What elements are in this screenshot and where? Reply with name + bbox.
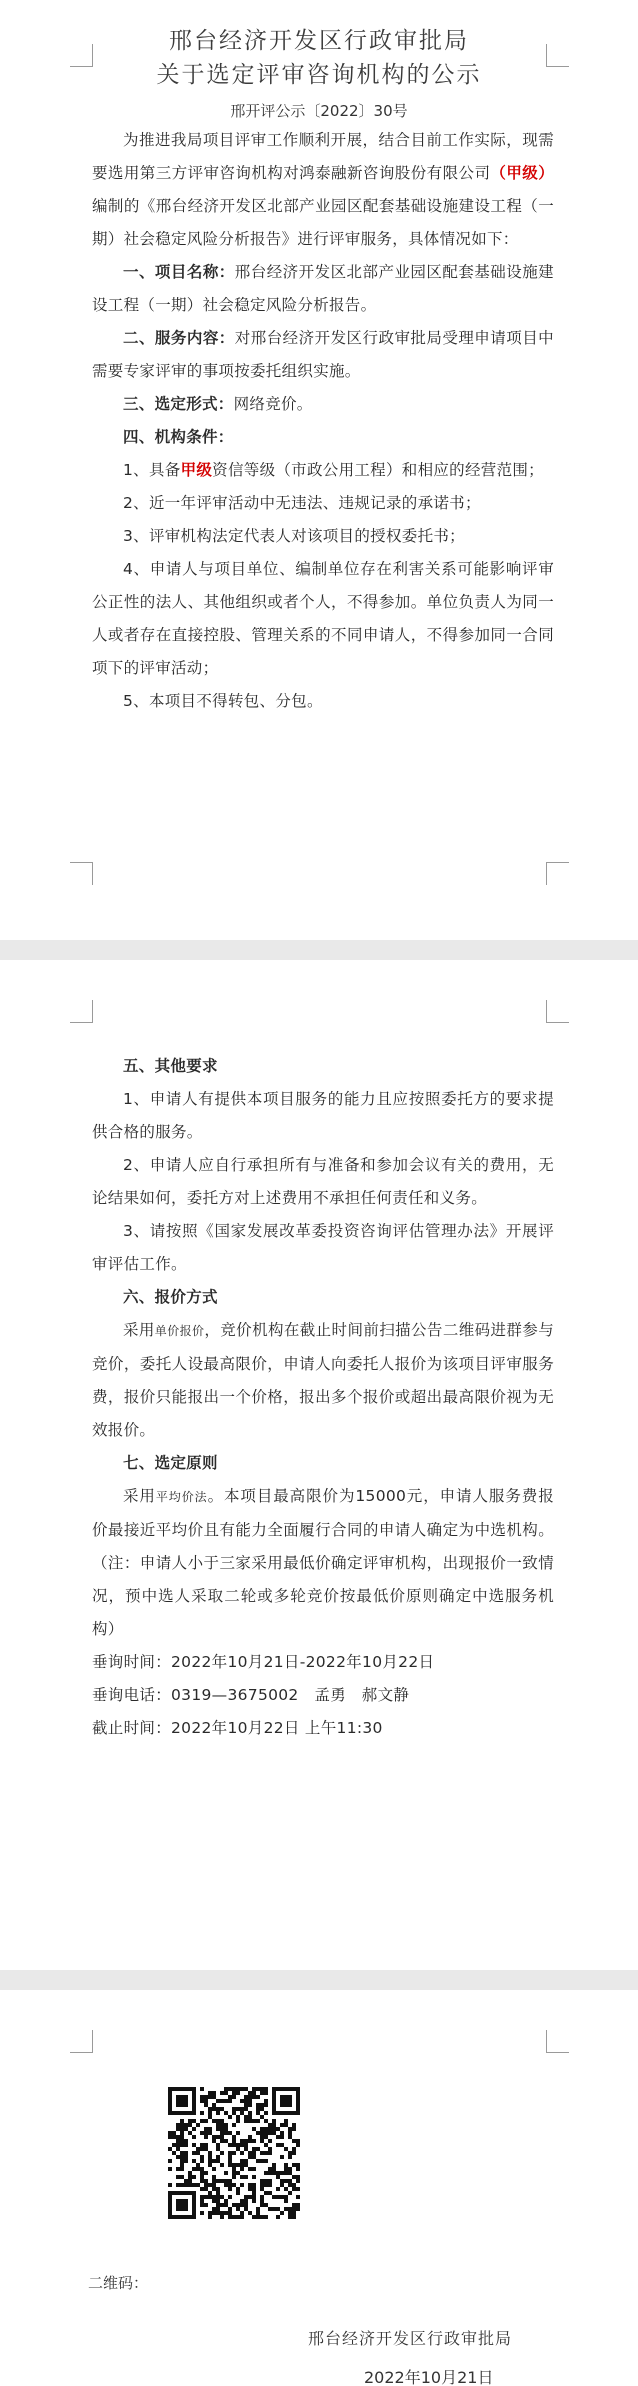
document-title-line1: 邢台经济开发区行政审批局	[169, 28, 469, 54]
contact-period-value: 2022年10月21日-2022年10月22日	[171, 1653, 435, 1671]
condition-2: 2、近一年评审活动中无违法、违规记录的承诺书；	[123, 494, 481, 512]
item5-heading: 五、其他要求	[123, 1057, 218, 1075]
page-corner-mark	[546, 2030, 569, 2053]
item7-heading: 七、选定原则	[123, 1454, 218, 1472]
contact-deadline	[92, 1712, 554, 1745]
document-title-line2: 关于选定评审咨询机构的公示	[156, 62, 482, 88]
contact-persons: 孟勇 郝文静	[314, 1686, 410, 1704]
page1-body	[92, 124, 554, 718]
contact-period-label: 垂询时间：	[92, 1653, 172, 1671]
condition-5: 5、本项目不得转包、分包。	[123, 692, 323, 710]
item1-text: 邢台经济开发区北部产业园区配套基础设施建设工程（一期）社会稳定风险分析报告。	[92, 263, 554, 314]
item3-text: 网络竞价。	[233, 395, 313, 413]
item2-heading: 二、服务内容：	[123, 329, 235, 347]
qr-code-label: 二维码：	[88, 2274, 149, 2292]
item6-paragraph	[92, 1314, 554, 1447]
item4-heading-paragraph	[92, 421, 554, 454]
requirement-1: 1、申请人有提供本项目服务的能力且应按照委托方的要求提供合格的服务。	[92, 1090, 554, 1141]
document-number: 邢开评公示〔2022〕30号	[230, 102, 408, 120]
condition-4: 4、申请人与项目单位、编制单位存在利害关系可能影响评审公正性的法人、其他组织或者个人，不得参加。单位负责人为同一人或者存在直接控股、管理关系的不同申请人，不得参加同一合同项下的评审活动；	[92, 560, 554, 677]
item7-method: 平均价法	[155, 1490, 208, 1504]
contact-deadline-value: 2022年10月22日 上午11:30	[171, 1719, 383, 1737]
item7-heading-paragraph	[92, 1447, 554, 1480]
page-corner-mark	[70, 1000, 93, 1023]
item7-text: 。本项目最高限价为15000元，申请人服务费报价最接近平均价且有能力全面履行合同的申请人确定为中选机构。（注：申请人小于三家采用最低价确定评审机构，出现报价一致情况，预中选人采取二轮或多轮竞价按最低价原则确定中选服务机构）	[92, 1487, 554, 1638]
document-page-2	[0, 960, 638, 1970]
signature-organization: 邢台经济开发区行政审批局	[308, 2329, 513, 2348]
item7-paragraph	[92, 1480, 554, 1646]
item6-heading-paragraph	[92, 1281, 554, 1314]
contact-deadline-label: 截止时间：	[92, 1719, 172, 1737]
condition-1-grade: 甲级	[180, 461, 213, 479]
requirement-2: 2、申请人应自行承担所有与准备和参加会议有关的费用，无论结果如何，委托方对上述费用不承担任何责任和义务。	[92, 1156, 554, 1207]
item2-paragraph	[92, 322, 554, 388]
item6-heading: 六、报价方式	[123, 1288, 218, 1306]
condition-1	[92, 454, 554, 487]
item3-heading: 三、选定形式：	[123, 395, 234, 413]
page-corner-mark	[70, 862, 93, 885]
contact-phone	[92, 1679, 554, 1712]
page-corner-mark	[546, 862, 569, 885]
contact-phone-value: 0319—3675002	[171, 1686, 299, 1704]
page-corner-mark	[546, 1000, 569, 1023]
item1-paragraph	[92, 256, 554, 322]
condition-1-text-a: 1、具备	[123, 461, 181, 479]
item5-heading-paragraph	[92, 1050, 554, 1083]
item6-text: ，竞价机构在截止时间前扫描公告二维码进群参与竞价，委托人设最高限价，申请人向委托人报价为该项目评审服务费，报价只能报出一个价格，报出多个报价或超出最高限价视为无效报价。	[92, 1321, 554, 1439]
item2-text: 对邢台经济开发区行政审批局受理申请项目中需要专家评审的事项按委托组织实施。	[92, 329, 554, 380]
item1-heading: 一、项目名称：	[123, 263, 235, 281]
intro-grade: （甲级）	[490, 164, 554, 182]
signature-date: 2022年10月21日	[364, 2368, 494, 2386]
condition-3: 3、评审机构法定代表人对该项目的授权委托书；	[123, 527, 465, 545]
intro-text-1: 为推进我局项目评审工作顺利开展，结合目前工作实际，现需要选用第三方评审咨询机构对鸿泰融新咨询股份有限公司	[92, 131, 554, 182]
contact-phone-label: 垂询电话：	[92, 1686, 172, 1704]
item7-lead: 采用	[123, 1487, 156, 1505]
item4-heading: 四、机构条件：	[123, 428, 234, 446]
page2-body	[92, 1050, 554, 1745]
intro-paragraph	[92, 124, 554, 256]
item6-method: 单价报价	[154, 1324, 205, 1338]
intro-text-2: 编制的《邢台经济开发区北部产业园区配套基础设施建设工程（一期）社会稳定风险分析报告》进行评审服务，具体情况如下：	[92, 197, 554, 248]
item3-paragraph	[92, 388, 554, 421]
condition-1-text-b: 资信等级（市政公用工程）和相应的经营范围；	[212, 461, 544, 479]
qr-code-icon[interactable]	[168, 2087, 300, 2219]
requirement-3: 3、请按照《国家发展改革委投资咨询评估管理办法》开展评审评估工作。	[92, 1222, 554, 1273]
contact-period	[92, 1646, 554, 1679]
document-page-1	[0, 0, 638, 940]
page-corner-mark	[70, 2030, 93, 2053]
item6-lead: 采用	[123, 1321, 155, 1339]
document-page-3	[0, 1990, 638, 2386]
